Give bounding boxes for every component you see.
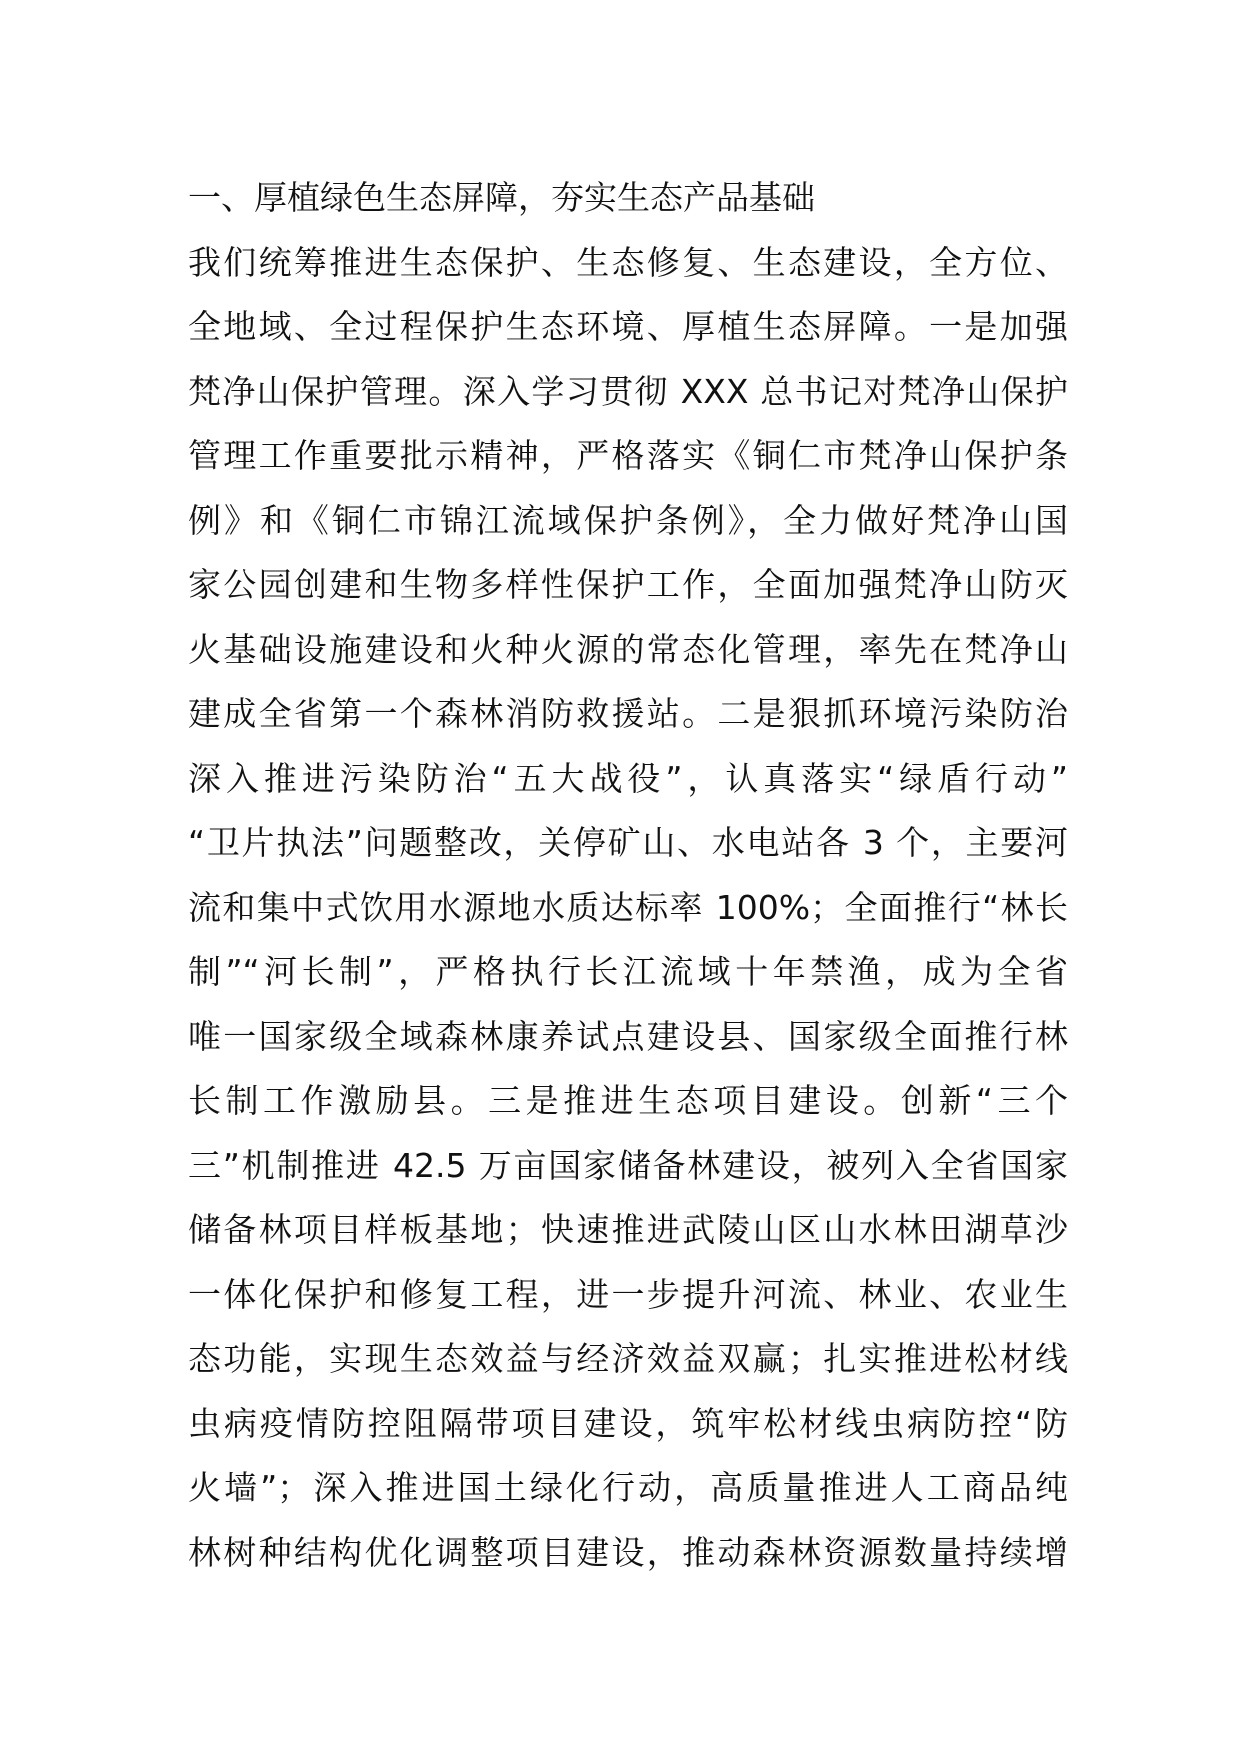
body-line: 长制工作激励县。三是推进生态项目建设。创新“三个 [188,1081,1068,1120]
body-line: 林树种结构优化调整项目建设，推动森林资源数量持续增 [188,1532,1068,1572]
body-line: 例》和《铜仁市锦江流域保护条例》，全力做好梵净山国 [188,500,1068,540]
body-line: 建成全省第一个森林消防救援站。二是狠抓环境污染防治 [188,694,1068,733]
body-line: 虫病疫情防控阻隔带项目建设，筑牢松材线虫病防控“防 [188,1403,1068,1443]
body-line: 态功能，实现生态效益与经济效益双赢；扎实推进松材线 [188,1339,1068,1378]
body-line: 家公园创建和生物多样性保护工作，全面加强梵净山防灭 [188,565,1068,604]
body-line: 流和集中式饮用水源地水质达标率 100%；全面推行“林长 [188,887,1068,927]
body-line: 我们统筹推进生态保护、生态修复、生态建设，全方位、 [188,242,1068,282]
body-line: 唯一国家级全域森林康养试点建设县、国家级全面推行林 [188,1016,1068,1056]
document-body [188,166,1068,1585]
body-line: 火基础设施建设和火种火源的常态化管理，率先在梵净山 [188,629,1068,669]
body-line: 制”“河长制”，严格执行长江流域十年禁渔，成为全省 [188,952,1068,991]
body-line: 火墙”；深入推进国土绿化行动，高质量推进人工商品纯 [188,1468,1068,1507]
body-line: 全地域、全过程保护生态环境、厚植生态屏障。一是加强 [188,307,1068,346]
body-line: 三”机制推进 42.5 万亩国家储备林建设，被列入全省国家 [188,1145,1068,1185]
body-line: 一体化保护和修复工程，进一步提升河流、林业、农业生 [188,1274,1068,1314]
body-line: 管理工作重要批示精神，严格落实《铜仁市梵净山保护条 [188,436,1068,475]
section-heading: 一、厚植绿色生态屏障，夯实生态产品基础 [188,178,815,217]
body-line: 深入推进污染防治“五大战役”，认真落实“绿盾行动” [188,758,1068,798]
body-line: 储备林项目样板基地；快速推进武陵山区山水林田湖草沙 [188,1210,1068,1249]
body-line: 梵净山保护管理。深入学习贯彻 XXX 总书记对梵净山保护 [188,371,1068,411]
body-line: “卫片执法”问题整改，关停矿山、水电站各 3 个，主要河 [188,823,1068,862]
